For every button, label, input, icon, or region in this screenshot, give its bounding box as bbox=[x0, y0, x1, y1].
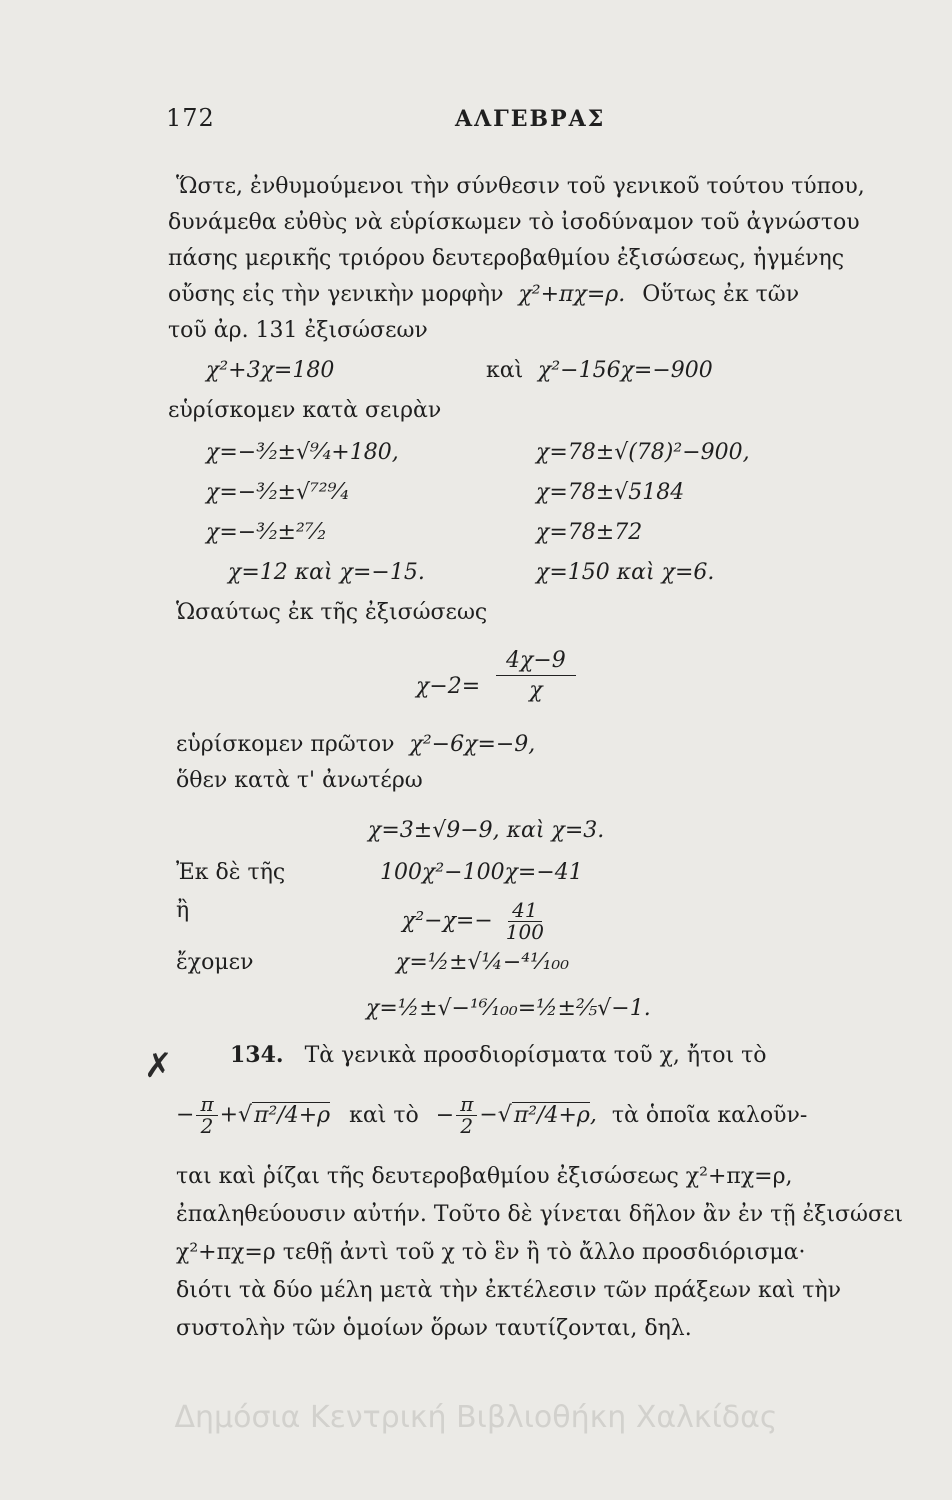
fraction-numerator: π bbox=[196, 1094, 217, 1116]
equation: χ=3±√9−9, καὶ χ=3. bbox=[368, 818, 605, 843]
solution-step: χ=−³⁄₂±²⁷⁄₂ bbox=[206, 520, 327, 545]
paragraph-line bbox=[168, 284, 799, 306]
paragraph-line: Ὡσαύτως ἐκ τῆς ἐξισώσεως bbox=[176, 600, 488, 625]
page-header bbox=[0, 104, 952, 144]
fraction-denominator: 2 bbox=[200, 1114, 214, 1138]
paragraph-line: τοῦ ἀρ. 131 ἐξισώσεων bbox=[168, 318, 428, 343]
solution-step: χ=150 καὶ χ=6. bbox=[536, 560, 715, 585]
page-number: 172 bbox=[166, 104, 215, 132]
solution-step: χ=78±√5184 bbox=[536, 480, 685, 505]
equation: 100χ²−100χ=−41 bbox=[380, 860, 583, 885]
solution-step: χ=−³⁄₂±√⁷²⁹⁄₄ bbox=[206, 480, 349, 505]
fraction-denominator: 100 bbox=[505, 920, 544, 944]
equation: χ²−156χ=−900 bbox=[538, 358, 713, 383]
paragraph-text: Οὕτως ἐκ τῶν bbox=[642, 282, 800, 307]
equation-lhs: χ²−χ=− bbox=[402, 908, 493, 934]
section-134-line bbox=[230, 1044, 767, 1067]
paragraph-line: δυνάμεθα εὐθὺς νὰ εὑρίσκωμεν τὸ ἰσοδύναμον τοῦ ἀγνώστου bbox=[168, 210, 860, 235]
paragraph-text: καὶ τὸ bbox=[349, 1102, 419, 1128]
solution-step: χ=78±72 bbox=[536, 520, 643, 545]
paragraph-text: εὑρίσκομεν πρῶτον bbox=[176, 732, 395, 757]
fraction bbox=[496, 648, 576, 703]
solution-step: χ=78±√(78)²−900, bbox=[536, 440, 750, 465]
equation-lhs: χ−2= bbox=[416, 674, 481, 699]
fraction bbox=[502, 900, 548, 943]
paragraph-line bbox=[176, 734, 535, 756]
fraction-numerator: 4χ−9 bbox=[496, 648, 576, 676]
paragraph-line: ἐπαληθεύουσιν αὐτήν. Τοῦτο δὲ γίνεται δῆλον ἂν ἐν τῇ ἐξισώσει bbox=[176, 1202, 904, 1227]
roots-line: − $\frac{\pi}{2}$ +√π²/4+ρ καὶ τὸ − $\frac{\pi}{2}$ −√π²/4+ρ, τὰ ὁποῖα καλοῦν- bbox=[176, 1092, 808, 1138]
paragraph-line: πάσης μερικῆς τριόρου δευτεροβαθμίου ἐξισώσεως, ἠγμένης bbox=[168, 246, 845, 271]
running-title: ΑΛΓΕΒΡΑΣ bbox=[455, 106, 606, 132]
equation-conjunction: καὶ bbox=[486, 358, 524, 383]
formula: χ²−6χ=−9, bbox=[409, 732, 536, 757]
library-watermark: Δημόσια Κεντρική Βιβλιοθήκη Χαλκίδας bbox=[174, 1400, 778, 1435]
fraction-denominator: 2 bbox=[460, 1114, 474, 1138]
fraction bbox=[196, 1094, 217, 1137]
solution-step: χ=−³⁄₂±√⁹⁄₄+180, bbox=[206, 440, 399, 465]
paragraph-text: τὰ ὁποῖα καλοῦν- bbox=[611, 1102, 808, 1128]
fraction-numerator: π bbox=[456, 1094, 477, 1116]
paragraph-line: ται καὶ ῥίζαι τῆς δευτεροβαθμίου ἐξισώσεως χ²+πχ=ρ, bbox=[176, 1164, 793, 1189]
equation bbox=[402, 900, 550, 943]
paragraph-text: Τὰ γενικὰ προσδιορίσματα τοῦ χ, ἤτοι τὸ bbox=[304, 1043, 767, 1068]
equation: χ²+3χ=180 bbox=[206, 358, 335, 383]
radical: π²/4+ρ bbox=[513, 1102, 590, 1128]
label-text: Ἐκ δὲ τῆς bbox=[176, 860, 286, 885]
paragraph-line: χ²+πχ=ρ τεθῇ ἀντὶ τοῦ χ τὸ ἓν ἢ τὸ ἄλλο προσδιόρισμα· bbox=[176, 1240, 806, 1265]
fraction-denominator: χ bbox=[529, 678, 543, 703]
section-number: 134. bbox=[230, 1042, 284, 1068]
paragraph-line: συστολὴν τῶν ὁμοίων ὅρων ταυτίζονται, δηλ. bbox=[176, 1316, 692, 1341]
fraction-numerator: 41 bbox=[508, 900, 541, 922]
label-text: ἔχομεν bbox=[176, 950, 254, 975]
paragraph-line: Ὥστε, ἐνθυμούμενοι τὴν σύνθεσιν τοῦ γενικοῦ τούτου τύπου, bbox=[176, 174, 865, 199]
margin-mark-icon: ✗ bbox=[144, 1046, 173, 1086]
paragraph-line: εὑρίσκομεν κατὰ σειρὰν bbox=[168, 398, 442, 423]
equation: χ=½±√−¹⁶⁄₁₀₀=½±⅖√−1. bbox=[366, 996, 651, 1021]
paragraph-text: οὔσης εἰς τὴν γενικὴν μορφὴν bbox=[168, 282, 504, 307]
solution-step: χ=12 καὶ χ=−15. bbox=[228, 560, 425, 585]
equation: χ=½±√¼−⁴¹⁄₁₀₀ bbox=[396, 950, 570, 975]
label-text: ἢ bbox=[176, 898, 190, 923]
paragraph-line: ὅθεν κατὰ τ' ἀνωτέρω bbox=[176, 768, 423, 793]
paragraph-line: διότι τὰ δύο μέλη μετὰ τὴν ἐκτέλεσιν τῶν πράξεων καὶ τὴν bbox=[176, 1278, 842, 1303]
radical: π²/4+ρ bbox=[254, 1102, 331, 1128]
formula: χ²+πχ=ρ. bbox=[518, 282, 626, 307]
fraction bbox=[456, 1094, 477, 1137]
